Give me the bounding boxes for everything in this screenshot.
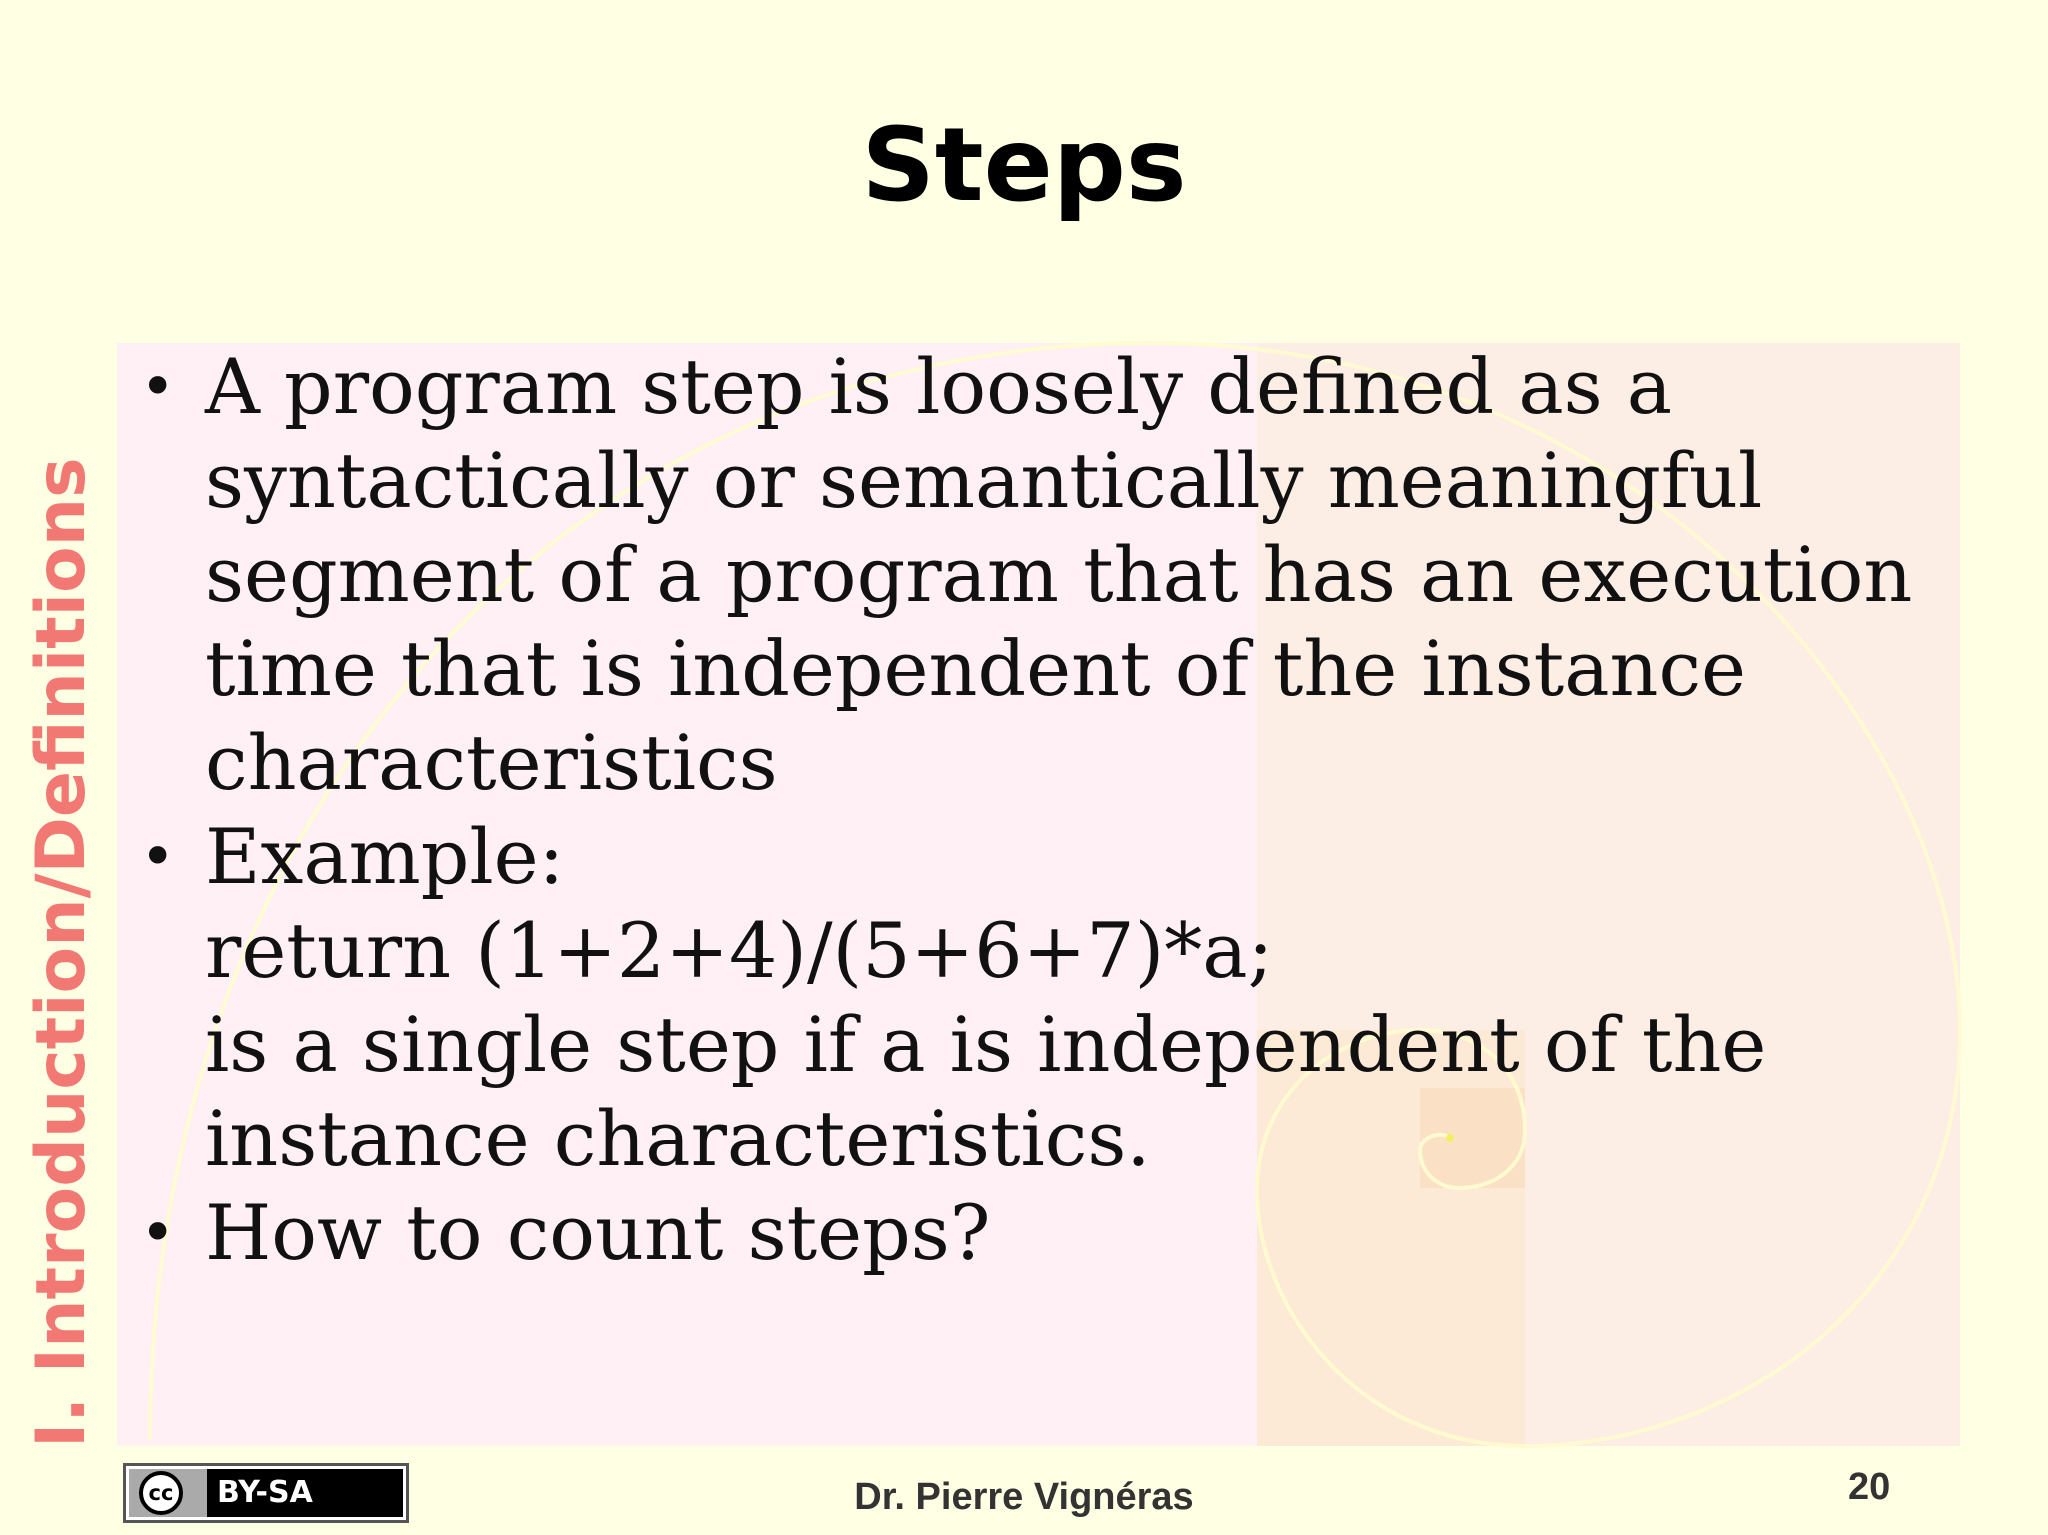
bullet-marker: • xyxy=(140,352,176,422)
cc-icon: cc xyxy=(139,1471,183,1515)
bullet-item xyxy=(140,1186,1920,1280)
bullet-text-line: A program step is loosely defined as a xyxy=(205,342,1673,431)
bullet-marker: • xyxy=(140,1198,176,1268)
bullet-text-line: segment of a program that has an execution xyxy=(205,530,1913,619)
bullet-text-line: characteristics xyxy=(205,718,778,807)
bullet-item xyxy=(140,810,1920,1186)
code-example-line: return (1+2+4)/(5+6+7)*a; xyxy=(205,906,1274,995)
author-name: Dr. Pierre Vignéras xyxy=(854,1476,1194,1518)
bullet-text-line: time that is independent of the instance xyxy=(205,624,1747,713)
bullet-text-line: How to count steps? xyxy=(205,1188,991,1277)
bullet-list xyxy=(140,340,1920,1280)
bullet-item xyxy=(140,340,1920,810)
bullet-text-line: is a single step if a is independent of the xyxy=(205,1000,1767,1089)
bullet-text-line: syntactically or semantically meaningful xyxy=(205,436,1763,525)
bullet-marker: • xyxy=(140,822,176,892)
bullet-text-line: Example: xyxy=(205,812,565,901)
bullet-text-line: instance characteristics. xyxy=(205,1094,1151,1183)
slide-title: Steps xyxy=(861,106,1187,225)
license-text: BY-SA xyxy=(217,1475,313,1510)
section-label: I. Introduction/Definitions xyxy=(22,457,101,1448)
page-number: 20 xyxy=(1848,1466,1891,1508)
